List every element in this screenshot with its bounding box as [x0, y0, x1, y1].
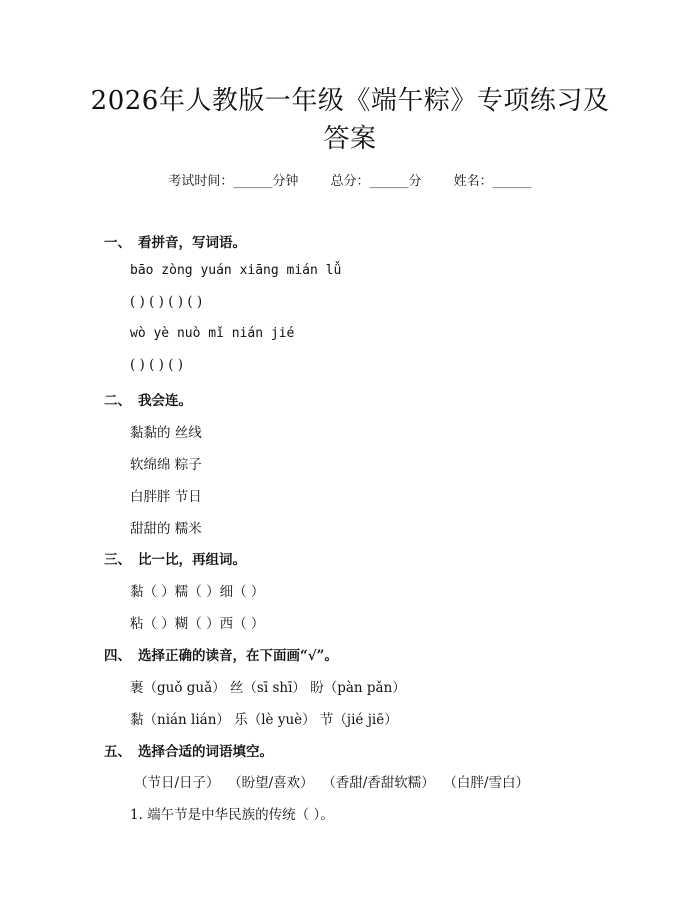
section-2-heading: [104, 389, 192, 409]
section-4-number: 四、: [104, 648, 131, 664]
match-item: 软绵绵 粽子: [130, 457, 202, 473]
exam-time: 考试时间：______分钟: [168, 174, 299, 189]
match-item: 黏黏的 丝线: [130, 425, 202, 441]
section-5-number: 五、: [104, 744, 131, 760]
total-score: 总分：______分: [330, 174, 422, 189]
section-2-number: 二、: [104, 393, 131, 409]
section-1-heading: [104, 231, 246, 251]
word-options: （节日/日子） （盼望/喜欢） （香甜/香甜软糯） （白胖/雪白）: [134, 775, 529, 791]
section-2-title: 我会连。: [138, 393, 192, 409]
fill-question-1: 1. 端午节是中华民族的传统（ ）。: [130, 807, 334, 823]
section-1-title: 看拼音，写词语。: [138, 235, 246, 251]
section-3-number: 三、: [104, 552, 131, 568]
section-4-title: 选择正确的读音，在下面画“√”。: [138, 648, 338, 664]
match-item: 甜甜的 糯米: [130, 521, 202, 537]
section-5-heading: [104, 740, 273, 760]
pinyin-line-1: bāo zòng yuán xiāng mián lǚ: [130, 263, 342, 278]
pronunciation-row-2: 黏（nián lián） 乐（lè yuè） 节（jié jiē）: [130, 712, 398, 728]
compare-row-2: 粘（ ）糊（ ）西（ ）: [130, 616, 265, 632]
title-line-2: 答案: [323, 124, 377, 154]
section-3-heading: [104, 548, 246, 568]
student-name: 姓名：______: [453, 174, 532, 189]
compare-row-1: 黏（ ）糯（ ）细（ ）: [130, 584, 265, 600]
section-3-title: 比一比，再组词。: [138, 552, 246, 568]
pronunciation-row-1: 裹（guǒ guǎ） 丝（sī shī） 盼（pàn pǎn）: [130, 680, 406, 696]
pinyin-line-2: wò yè nuò mǐ nián jié: [130, 326, 295, 341]
section-4-heading: [104, 644, 338, 664]
answer-blanks-2: ( ) ( ) ( ): [130, 357, 184, 373]
section-5-title: 选择合适的词语填空。: [138, 744, 273, 760]
answer-blanks-1: ( ) ( ) ( ) ( ): [130, 294, 203, 310]
section-1-number: 一、: [104, 235, 131, 251]
title-line-1: 2026年人教版一年级《端午粽》专项练习及: [90, 86, 610, 116]
match-item: 白胖胖 节日: [130, 489, 202, 505]
exam-meta: [0, 170, 700, 189]
page-title: [90, 82, 610, 158]
